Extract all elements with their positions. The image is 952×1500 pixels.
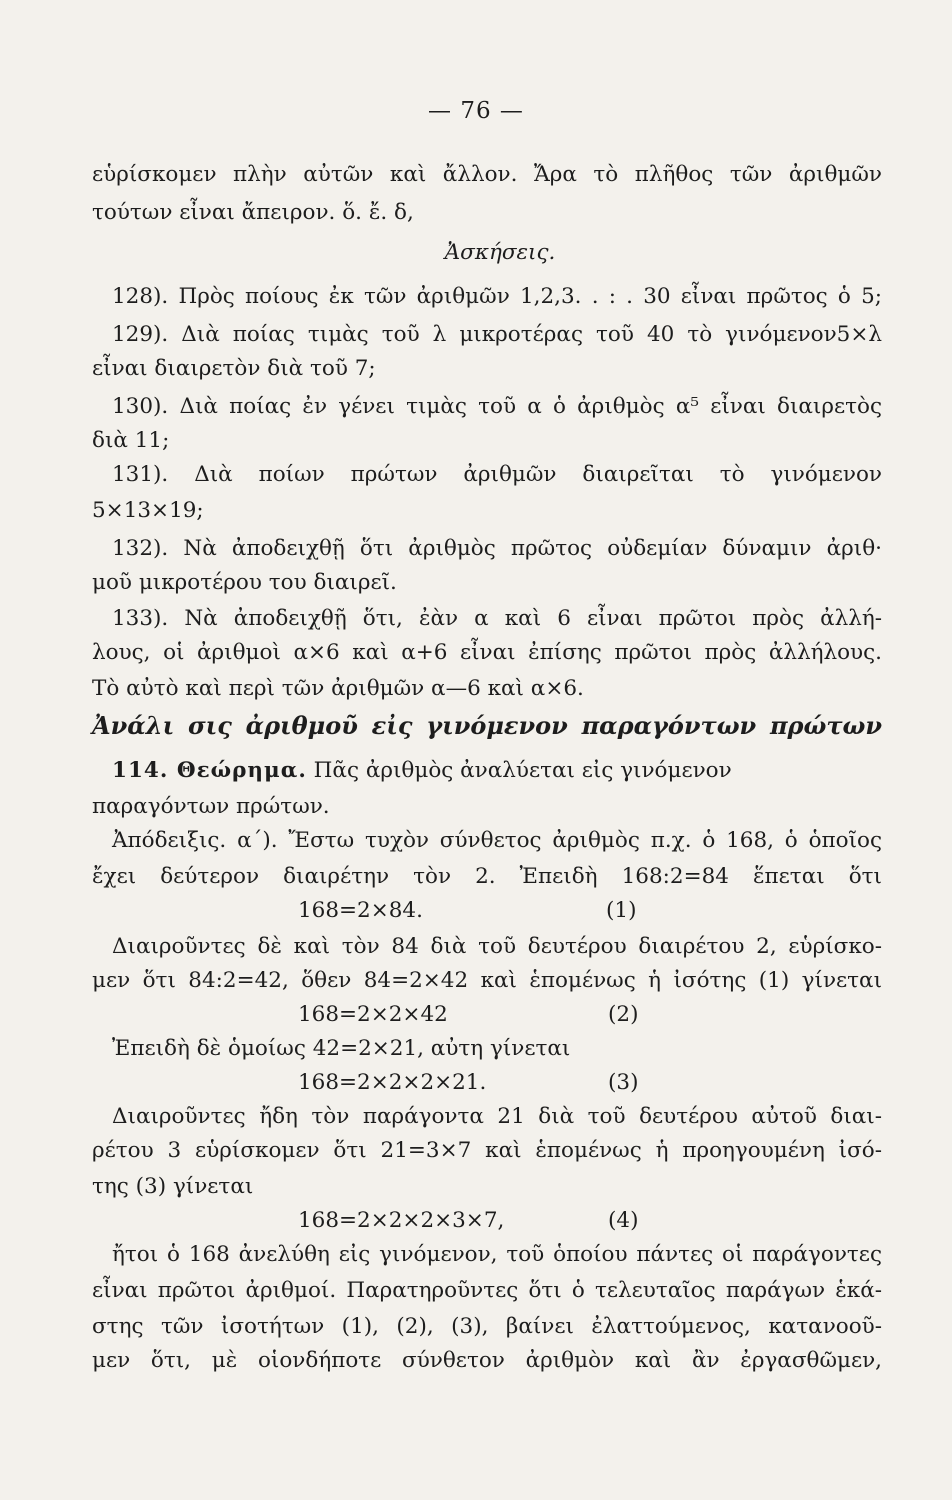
exercises-heading: Ἀσκήσεις. — [444, 240, 556, 265]
text-line: 5×13×19; — [92, 498, 204, 523]
equation-4: 168=2×2×2×3×7, — [298, 1208, 505, 1233]
text-line: Διαιροῦντες ἤδη τὸν παράγοντα 21 διὰ τοῦ δευτέρου αὐτοῦ διαι- — [112, 1104, 882, 1129]
text-line: της (3) γίνεται — [92, 1174, 254, 1199]
text-line: Ἐπειδὴ δὲ ὁμοίως 42=2×21, αὐτη γίνεται — [112, 1036, 571, 1061]
equation-3: 168=2×2×2×21. — [298, 1070, 487, 1095]
text-line: μεν ὅτι, μὲ οἱονδήποτε σύνθετον ἀριθμὸν καὶ ἂν ἐργασθῶμεν, — [92, 1348, 882, 1373]
exercise-129: 129). Διὰ ποίας τιμὰς τοῦ λ μικροτέρας τοῦ 40 τὸ γινόμενον5×λ — [112, 322, 882, 347]
equation-2: 168=2×2×42 — [298, 1002, 448, 1027]
text-line: μεν ὅτι 84:2=42, ὅθεν 84=2×42 καὶ ἑπομένως ἡ ἰσότης (1) γίνεται — [92, 968, 882, 993]
exercise-133: 133). Νὰ ἀποδειχθῇ ὅτι, ἐὰν α καὶ 6 εἶναι πρῶτοι πρὸς ἀλλή- — [112, 606, 882, 631]
section-heading: Ἀνάλι σις ἀριθμοῦ εἰς γινόμενον παραγόντων πρώτων — [92, 711, 882, 740]
theorem-label: 114. Θεώρημα. — [112, 758, 307, 783]
equation-number-1: (1) — [606, 898, 637, 923]
text-line: Διαιροῦντες δὲ καὶ τὸν 84 διὰ τοῦ δευτέρου διαιρέτου 2, εὑρίσκο- — [112, 934, 882, 959]
equation-1: 168=2×84. — [298, 898, 423, 923]
text-line: λους, οἱ ἀριθμοὶ α×6 καὶ α+6 εἶναι ἐπίσης πρῶτοι πρὸς ἀλλήλους. — [92, 640, 882, 665]
theorem-text: Πᾶς ἀριθμὸς ἀναλύεται εἰς γινόμενον — [313, 758, 732, 783]
exercise-128: 128). Πρὸς ποίους ἐκ τῶν ἀριθμῶν 1,2,3. . : . 30 εἶναι πρῶτος ὁ 5; — [112, 284, 882, 309]
exercise-131: 131). Διὰ ποίων πρώτων ἀριθμῶν διαιρεῖται τὸ γινόμενον — [112, 462, 882, 487]
text-line: παραγόντων πρώτων. — [92, 794, 330, 819]
text-line: ἤτοι ὁ 168 ἀνελύθη εἰς γινόμενον, τοῦ ὁποίου πάντες οἱ παράγοντες — [112, 1242, 882, 1267]
text-line: ἔχει δεύτερον διαιρέτην τὸν 2. Ἐπειδὴ 168:2=84 ἕπεται ὅτι — [92, 864, 882, 889]
text-line: ρέτου 3 εὑρίσκομεν ὅτι 21=3×7 καὶ ἑπομένως ἡ προηγουμένη ἰσό- — [92, 1138, 882, 1163]
equation-number-2: (2) — [608, 1002, 639, 1027]
text-line: Τὸ αὐτὸ καὶ περὶ τῶν ἀριθμῶν α—6 καὶ α×6. — [92, 676, 584, 701]
text-line: διὰ 11; — [92, 428, 170, 453]
exercise-130: 130). Διὰ ποίας ἐν γένει τιμὰς τοῦ α ὁ ἀριθμὸς α⁵ εἶναι διαιρετὸς — [112, 394, 882, 419]
equation-number-4: (4) — [608, 1208, 639, 1233]
exercise-132: 132). Νὰ ἀποδειχθῇ ὅτι ἀριθμὸς πρῶτος οὐδεμίαν δύναμιν ἀριθ· — [112, 536, 882, 561]
text-line: εὑρίσκομεν πλὴν αὐτῶν καὶ ἄλλον. Ἄρα τὸ πλῆθος τῶν ἀριθμῶν — [92, 162, 882, 187]
text-line: εἶναι πρῶτοι ἀριθμοί. Παρατηροῦντες ὅτι ὁ τελευταῖος παράγων ἑκά- — [92, 1278, 882, 1303]
text-line: μοῦ μικροτέρου του διαιρεῖ. — [92, 570, 397, 595]
text-line: τούτων εἶναι ἄπειρον. ὅ. ἔ. δ, — [92, 200, 414, 225]
theorem-line — [112, 758, 882, 784]
text-line: εἶναι διαιρετὸν διὰ τοῦ 7; — [92, 356, 376, 381]
text-line: στης τῶν ἰσοτήτων (1), (2), (3), βαίνει ἐλαττούμενος, κατανοοῦ- — [92, 1314, 882, 1339]
equation-number-3: (3) — [608, 1070, 639, 1095]
page-number: — 76 — — [428, 98, 524, 124]
proof-line: Ἀπόδειξις. α΄). Ἔστω τυχὸν σύνθετος ἀριθμὸς π.χ. ὁ 168, ὁ ὁποῖος — [112, 828, 882, 853]
